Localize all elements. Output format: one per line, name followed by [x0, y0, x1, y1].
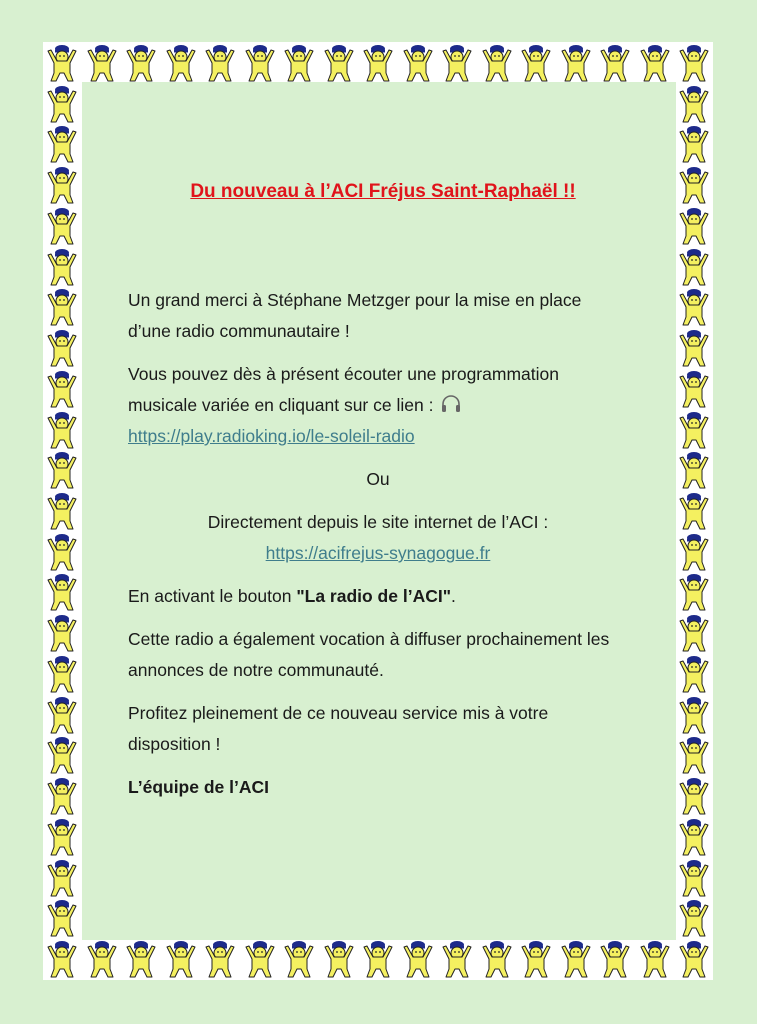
- cheering-figure-icon: [676, 533, 712, 571]
- cheering-figure-icon: [676, 777, 712, 815]
- cheering-figure-icon: [321, 44, 357, 82]
- cheering-figure-icon: [676, 736, 712, 774]
- listen-text: Vous pouvez dès à présent écouter une programmation musicale variée en cliquant sur ce lien :: [128, 364, 559, 415]
- cheering-figure-icon: [676, 288, 712, 326]
- thanks-paragraph: Un grand merci à Stéphane Metzger pour la mise en place d’une radio communautaire !: [128, 290, 582, 341]
- or-text: Ou: [366, 469, 390, 489]
- cheering-figure-icon: [360, 44, 396, 82]
- cheering-figure-icon: [321, 940, 357, 978]
- cheering-figure-icon: [123, 44, 159, 82]
- cheering-figure-icon: [597, 44, 633, 82]
- cheering-figure-icon: [518, 44, 554, 82]
- cheering-figure-icon: [44, 533, 80, 571]
- website-link[interactable]: https://acifrejus-synagogue.fr: [265, 543, 491, 563]
- website-text: Directement depuis le site internet de l’ACI :: [207, 512, 549, 532]
- cheering-figure-icon: [281, 940, 317, 978]
- button-end: .: [451, 586, 456, 606]
- cheering-figure-icon: [676, 411, 712, 449]
- cheering-figure-icon: [44, 451, 80, 489]
- cheering-figure-icon: [163, 44, 199, 82]
- cheering-figure-icon: [44, 655, 80, 693]
- cheering-figure-icon: [84, 940, 120, 978]
- cheering-figure-icon: [44, 573, 80, 611]
- radio-button-name: "La radio de l’ACI": [296, 586, 451, 606]
- cheering-figure-icon: [44, 248, 80, 286]
- cheering-figure-icon: [44, 492, 80, 530]
- cheering-figure-icon: [676, 940, 712, 978]
- cheering-figure-icon: [44, 411, 80, 449]
- cheering-figure-icon: [44, 329, 80, 367]
- cheering-figure-icon: [281, 44, 317, 82]
- cheering-figure-icon: [597, 940, 633, 978]
- cheering-figure-icon: [44, 288, 80, 326]
- cheering-figure-icon: [676, 573, 712, 611]
- cheering-figure-icon: [676, 451, 712, 489]
- cheering-figure-icon: [479, 940, 515, 978]
- cheering-figure-icon: [44, 736, 80, 774]
- cheering-figure-icon: [676, 85, 712, 123]
- cheering-figure-icon: [400, 940, 436, 978]
- cheering-figure-icon: [44, 899, 80, 937]
- cheering-figure-icon: [637, 44, 673, 82]
- cheering-figure-icon: [44, 166, 80, 204]
- cheering-figure-icon: [44, 696, 80, 734]
- cheering-figure-icon: [676, 166, 712, 204]
- enjoy-paragraph: Profitez pleinement de ce nouveau service mis à votre disposition !: [128, 703, 549, 754]
- announcement-content: [128, 176, 628, 815]
- website-paragraph: [128, 507, 628, 569]
- cheering-figure-icon: [44, 777, 80, 815]
- cheering-figure-icon: [202, 940, 238, 978]
- cheering-figure-icon: [44, 940, 80, 978]
- cheering-figure-icon: [676, 207, 712, 245]
- cheering-figure-icon: [676, 329, 712, 367]
- cheering-figure-icon: [676, 655, 712, 693]
- cheering-figure-icon: [676, 899, 712, 937]
- button-paragraph: [128, 581, 628, 612]
- cheering-figure-icon: [202, 44, 238, 82]
- cheering-figure-icon: [676, 859, 712, 897]
- cheering-figure-icon: [479, 44, 515, 82]
- cheering-figure-icon: [558, 44, 594, 82]
- cheering-figure-icon: [676, 125, 712, 163]
- cheering-figure-icon: [558, 940, 594, 978]
- cheering-figure-icon: [637, 940, 673, 978]
- radioking-link[interactable]: https://play.radioking.io/le-soleil-radio: [128, 426, 415, 446]
- cheering-figure-icon: [676, 614, 712, 652]
- signature: L’équipe de l’ACI: [128, 777, 269, 797]
- cheering-figure-icon: [676, 248, 712, 286]
- cheering-figure-icon: [400, 44, 436, 82]
- cheering-figure-icon: [163, 940, 199, 978]
- cheering-figure-icon: [44, 859, 80, 897]
- headphones-icon: [440, 395, 462, 413]
- cheering-figure-icon: [242, 44, 278, 82]
- cheering-figure-icon: [84, 44, 120, 82]
- cheering-figure-icon: [676, 492, 712, 530]
- cheering-figure-icon: [44, 125, 80, 163]
- cheering-figure-icon: [44, 44, 80, 82]
- cheering-figure-icon: [439, 940, 475, 978]
- cheering-figure-icon: [44, 207, 80, 245]
- cheering-figure-icon: [676, 818, 712, 856]
- cheering-figure-icon: [44, 85, 80, 123]
- cheering-figure-icon: [439, 44, 475, 82]
- cheering-figure-icon: [242, 940, 278, 978]
- cheering-figure-icon: [360, 940, 396, 978]
- cheering-figure-icon: [676, 370, 712, 408]
- cheering-figure-icon: [518, 940, 554, 978]
- cheering-figure-icon: [676, 696, 712, 734]
- vocation-paragraph: Cette radio a également vocation à diffuser prochainement les annonces de notre communauté.: [128, 629, 610, 680]
- cheering-figure-icon: [44, 818, 80, 856]
- announcement-title: Du nouveau à l’ACI Fréjus Saint-Raphaël !!: [190, 181, 576, 202]
- cheering-figure-icon: [44, 370, 80, 408]
- button-text: En activant le bouton: [128, 586, 292, 606]
- cheering-figure-icon: [676, 44, 712, 82]
- cheering-figure-icon: [44, 614, 80, 652]
- listen-paragraph: [128, 359, 628, 452]
- cheering-figure-icon: [123, 940, 159, 978]
